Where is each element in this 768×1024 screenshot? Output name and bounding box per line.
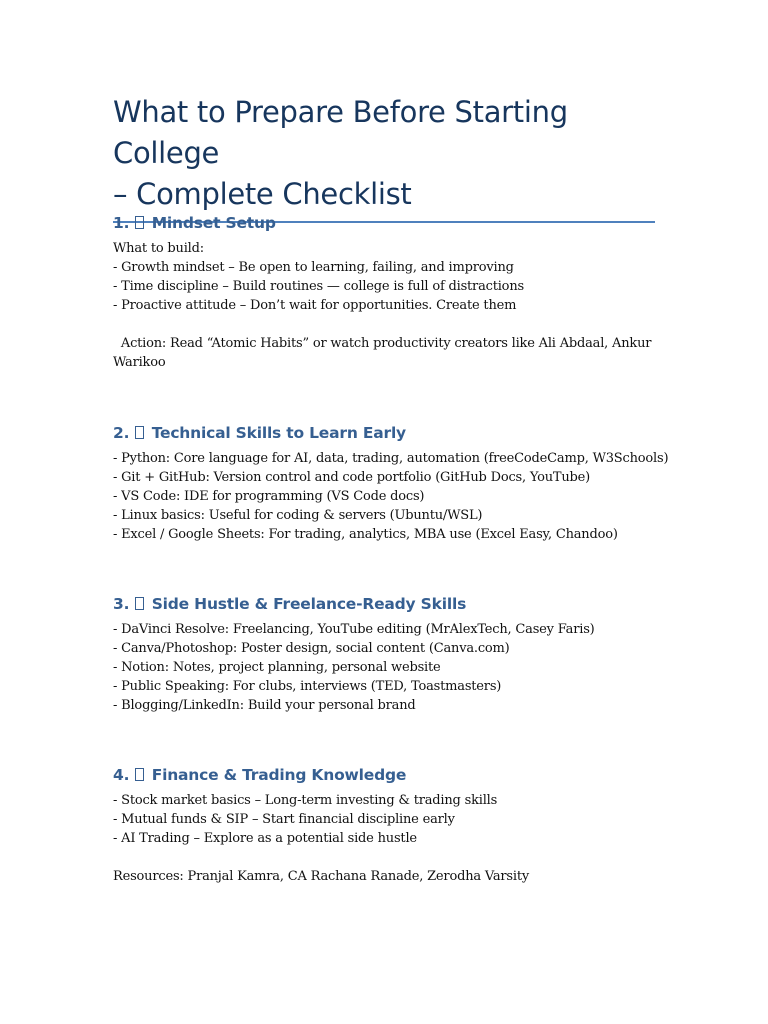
list-item: - Blogging/LinkedIn: Build your personal brand — [113, 698, 416, 713]
missing-glyph-icon — [135, 216, 144, 229]
list-item: - Proactive attitude – Don’t wait for opportunities. Create them — [113, 298, 517, 313]
section-heading — [113, 765, 658, 785]
list-item: What to build: — [113, 241, 204, 256]
section-title: Finance & Trading Knowledge — [151, 766, 407, 784]
section-heading — [113, 423, 658, 443]
section-technical-skills — [113, 423, 669, 544]
list-item: - Growth mindset – Be open to learning, failing, and improving — [113, 260, 514, 275]
section-heading — [113, 594, 658, 614]
section-heading — [113, 213, 658, 233]
section-number: 2. — [113, 424, 130, 442]
section-number: 3. — [113, 595, 130, 613]
section-number: 4. — [113, 766, 130, 784]
list-item: - Linux basics: Useful for coding & servers (Ubuntu/WSL) — [113, 508, 483, 523]
list-item: - Notion: Notes, project planning, personal website — [113, 660, 441, 675]
list-item: - DaVinci Resolve: Freelancing, YouTube editing (MrAlexTech, Casey Faris) — [113, 622, 595, 637]
missing-glyph-icon — [135, 426, 144, 439]
list-item: - Time discipline – Build routines — college is full of distractions — [113, 279, 524, 294]
list-item: - AI Trading – Explore as a potential side hustle — [113, 831, 417, 846]
section-title: Side Hustle & Freelance-Ready Skills — [151, 595, 467, 613]
missing-glyph-icon — [135, 768, 144, 781]
list-item: - VS Code: IDE for programming (VS Code docs) — [113, 489, 425, 504]
action-note: Action: Read “Atomic Habits” or watch productivity creators like Ali Abdaal, Ankur Warikoo — [113, 336, 656, 370]
list-item: - Excel / Google Sheets: For trading, analytics, MBA use (Excel Easy, Chandoo) — [113, 527, 618, 542]
page-title — [113, 92, 658, 215]
list-item: - Python: Core language for AI, data, trading, automation (freeCodeCamp, W3Schools) — [113, 451, 669, 466]
section-number: 1. — [113, 214, 130, 232]
list-item: - Mutual funds & SIP – Start financial discipline early — [113, 812, 455, 827]
section-mindset — [113, 213, 658, 372]
missing-glyph-icon — [135, 597, 144, 610]
list-item: - Stock market basics – Long-term investing & trading skills — [113, 793, 498, 808]
section-finance — [113, 765, 658, 886]
spacer — [113, 315, 658, 334]
list-item: - Public Speaking: For clubs, interviews (TED, Toastmasters) — [113, 679, 502, 694]
resources-note: Resources: Pranjal Kamra, CA Rachana Ranade, Zerodha Varsity — [113, 869, 530, 884]
document-page — [113, 92, 669, 884]
spacer — [113, 848, 658, 867]
page-title-line-2: – Complete Checklist — [113, 177, 412, 211]
section-title: Mindset Setup — [151, 214, 276, 232]
list-item: - Git + GitHub: Version control and code portfolio (GitHub Docs, YouTube) — [113, 470, 591, 485]
section-side-hustle — [113, 594, 658, 715]
section-title: Technical Skills to Learn Early — [151, 424, 406, 442]
page-title-line-1: What to Prepare Before Starting College — [113, 95, 568, 170]
list-item: - Canva/Photoshop: Poster design, social content (Canva.com) — [113, 641, 510, 656]
